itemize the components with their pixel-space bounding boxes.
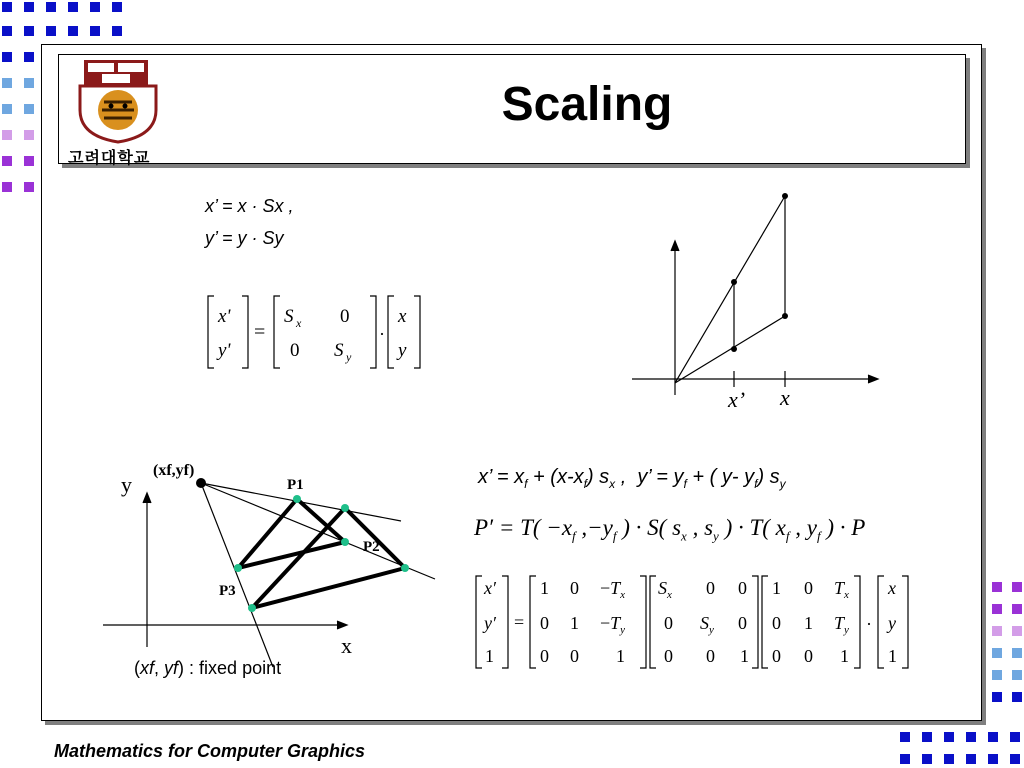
x-axis-label: x — [780, 385, 790, 410]
decor-square — [1012, 670, 1022, 680]
svg-text:−Ty: $-T_y$ — [600, 613, 626, 636]
decor-square — [24, 52, 34, 62]
decor-square — [2, 156, 12, 166]
svg-text:1: 1 — [840, 646, 849, 666]
svg-text:1: 1 — [540, 578, 549, 598]
svg-text:0: 0 — [570, 646, 579, 666]
decor-square — [988, 754, 998, 764]
scaling-diagram — [620, 185, 890, 415]
decor-square — [992, 626, 1002, 636]
decor-square — [112, 2, 122, 12]
matrix-sx: S — [284, 306, 294, 327]
decor-square — [1010, 754, 1020, 764]
p3-label: P3 — [219, 583, 236, 599]
decor-square — [2, 78, 12, 88]
svg-text:1: 1 — [485, 646, 494, 666]
svg-text:Sy: $S_y$ — [700, 613, 714, 636]
svg-text:x′: x′ — [484, 578, 496, 598]
decor-square — [1012, 626, 1022, 636]
decor-square — [24, 2, 34, 12]
matrix-m01: 0 — [340, 306, 350, 327]
eq-yprime: y’ = y · Sy — [205, 228, 284, 248]
dot-operator: · — [379, 324, 385, 344]
xprime-axis-label: x’ — [728, 387, 746, 412]
fixed-point-equation: x’ = $x_f + (x-x_f)$ $s_x$ , y’ = $y_f$ + ( y- $y_f$) $s_y$ — [478, 466, 786, 491]
svg-text:1: 1 — [804, 613, 813, 633]
matrix-sx-sub: x — [296, 316, 302, 330]
equals-sign: = — [254, 321, 266, 343]
decor-square — [24, 26, 34, 36]
slide-title: Scaling — [501, 78, 673, 131]
decor-square — [992, 582, 1002, 592]
svg-text:1: 1 — [570, 613, 579, 633]
svg-text:0: 0 — [772, 613, 781, 633]
composite-matrix-equation — [470, 572, 920, 672]
svg-text:1: 1 — [740, 646, 749, 666]
svg-text:0: 0 — [540, 646, 549, 666]
svg-text:y′: y′ — [484, 613, 496, 633]
decor-square — [68, 2, 78, 12]
svg-text:Ty: $T_y$ — [834, 613, 849, 636]
decor-square — [46, 2, 56, 12]
svg-text:x: x — [888, 578, 896, 598]
matrix-rhs-x: x — [398, 306, 407, 327]
decor-square — [992, 604, 1002, 614]
svg-text:=: = — [514, 612, 525, 632]
svg-text:−Tx: $-T_x$ — [600, 578, 626, 601]
decor-square — [1012, 692, 1022, 702]
decor-square — [966, 732, 976, 742]
decor-square — [1010, 732, 1020, 742]
svg-text:1: 1 — [616, 646, 625, 666]
decor-square — [2, 2, 12, 12]
fixed-point-diagram — [95, 455, 475, 685]
matrix-sy-sub: y — [346, 350, 352, 364]
svg-text:Tx: $T_x$ — [834, 578, 849, 601]
decor-square — [90, 26, 100, 36]
svg-text:0: 0 — [664, 646, 673, 666]
svg-text:0: 0 — [664, 613, 673, 633]
matrix-lhs-y: y' — [218, 340, 231, 361]
svg-text:0: 0 — [738, 578, 747, 598]
decor-square — [112, 26, 122, 36]
decor-square — [992, 670, 1002, 680]
decor-square — [2, 104, 12, 114]
decor-square — [922, 754, 932, 764]
decor-square — [24, 104, 34, 114]
decor-square — [992, 692, 1002, 702]
decor-square — [68, 26, 78, 36]
y-axis-label: y — [121, 472, 132, 497]
svg-text:0: 0 — [570, 578, 579, 598]
svg-text:0: 0 — [738, 613, 747, 633]
svg-text:0: 0 — [706, 646, 715, 666]
fixed-point-caption: (xf, yf) : fixed point — [134, 658, 282, 678]
matrix-lhs-x: x' — [218, 306, 231, 327]
title-box — [58, 54, 966, 164]
decor-square — [24, 156, 34, 166]
scaling-matrix-equation — [200, 292, 430, 372]
matrix-m10: 0 — [290, 340, 300, 361]
decor-square — [992, 648, 1002, 658]
decor-square — [944, 732, 954, 742]
p2-label: P2 — [363, 539, 380, 555]
svg-text:1: 1 — [888, 646, 897, 666]
decor-square — [2, 52, 12, 62]
decor-square — [24, 182, 34, 192]
svg-text:1: 1 — [772, 578, 781, 598]
composite-transform-equation: $P' = T( -x_f$ $,-y_f$ ) · S( $s_x$ , $s_y$ ) · T( $x_f$ , $y_f$ ) · P — [474, 515, 866, 544]
decor-square — [944, 754, 954, 764]
decor-square — [24, 130, 34, 140]
svg-text:Sx: $S_x$ — [658, 578, 672, 601]
svg-text:0: 0 — [706, 578, 715, 598]
matrix-rhs-y: y — [398, 340, 407, 361]
decor-square — [1012, 582, 1022, 592]
decor-square — [988, 732, 998, 742]
x-axis-label-2: x — [341, 633, 352, 658]
footer-course-title: Mathematics for Computer Graphics — [54, 741, 366, 761]
decor-square — [1012, 604, 1022, 614]
svg-text:·: · — [866, 614, 872, 634]
svg-text:0: 0 — [804, 646, 813, 666]
svg-text:0: 0 — [540, 613, 549, 633]
svg-text:y: y — [888, 613, 896, 633]
decor-square — [46, 26, 56, 36]
university-name: 고려대학교 — [68, 148, 151, 167]
fixed-point-label: (xf,yf) — [153, 462, 195, 479]
decor-square — [2, 26, 12, 36]
decor-square — [900, 732, 910, 742]
decor-square — [2, 130, 12, 140]
decor-square — [90, 2, 100, 12]
decor-square — [966, 754, 976, 764]
svg-text:0: 0 — [772, 646, 781, 666]
decor-square — [922, 732, 932, 742]
decor-square — [900, 754, 910, 764]
decor-square — [2, 182, 12, 192]
p1-label: P1 — [287, 477, 304, 493]
eq-xprime: x’ = x · Sx , — [205, 196, 294, 216]
decor-square — [24, 78, 34, 88]
decor-square — [1012, 648, 1022, 658]
svg-text:0: 0 — [804, 578, 813, 598]
matrix-sy: S — [334, 340, 344, 361]
